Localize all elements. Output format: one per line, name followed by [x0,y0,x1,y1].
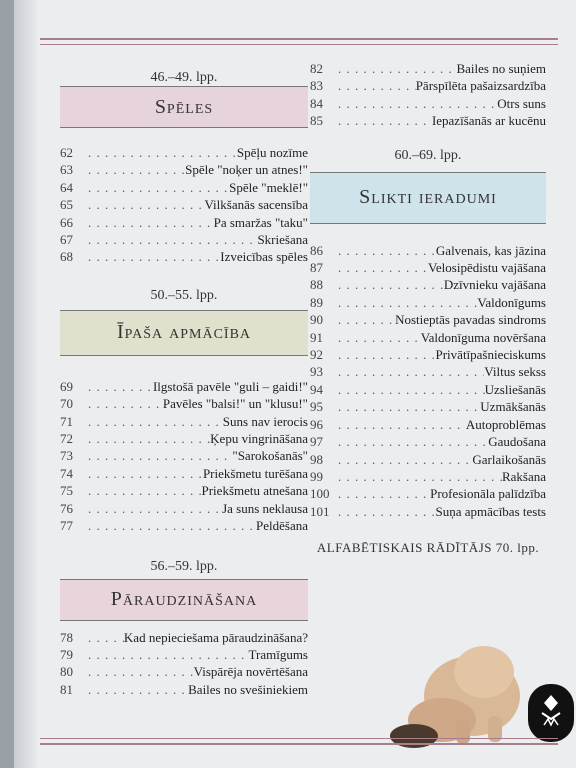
watermark-logo [528,684,574,742]
entry-number: 91 [310,329,323,345]
toc-entry [60,465,308,482]
entry-number: 71 [60,413,73,429]
section-slikti [310,148,546,521]
entry-number: 82 [310,61,323,76]
toc-entry [60,196,308,213]
entry-title: Spēle "meklē!" [229,179,308,195]
entry-title: Privātīpašnieciskums [435,347,546,363]
entry-title: Bailes no svešiniekiem [188,681,308,697]
entry-title: Profesionāla palīdzība [430,486,546,502]
toc-entry [310,398,546,415]
dot-leader [88,465,203,482]
entry-number: 101 [310,503,330,519]
entry-number: 84 [310,95,323,111]
entry-title: Ja suns neklausa [222,500,308,516]
toc-list [60,378,308,535]
toc-list [310,242,546,521]
dot-leader [338,503,436,520]
section-title-band [60,86,308,128]
toc-entry [310,329,546,346]
entry-number: 96 [310,416,323,432]
toc-entry [310,112,546,129]
section-title-band [60,579,308,621]
toc-entry [310,381,546,398]
section-title: Slikti ieradumi [359,186,497,209]
toc-entry [60,179,308,196]
toc-entry [310,451,546,468]
section-title: Pāraudzināšana [110,588,258,610]
dot-leader [88,179,229,196]
entry-title: Galvenais, kas jāzina [435,242,546,258]
entry-number: 98 [310,451,323,467]
entry-title: Viltus sekss [484,364,546,380]
toc-entry [60,430,308,447]
toc-entry [60,681,308,698]
dot-leader [88,214,214,231]
entry-title: Izveicības spēles [220,249,308,265]
dot-leader [338,363,484,380]
entry-number: 78 [60,629,73,645]
section-title-band [310,172,546,224]
toc-entry [310,468,546,485]
dot-leader [338,485,430,502]
toc-entry [310,485,546,502]
entry-title: Rakšana [501,468,546,484]
entry-title: Uzmākšanās [480,399,546,415]
alphabetical-index-reference: ALFABĒTISKAIS RĀDĪTĀJS 70. lpp. [316,540,540,556]
entry-number: 99 [310,468,323,484]
toc-entry [310,259,546,276]
toc-entry [310,363,546,380]
dot-leader [338,95,497,112]
toc-entry [60,663,308,680]
dot-leader [338,77,416,94]
entry-number: 65 [60,197,73,213]
entry-number: 67 [60,232,73,248]
entry-title: Autoproblēmas [465,416,546,432]
entry-number: 83 [310,78,323,94]
entry-title: Spēļu nozīme [236,145,308,160]
dot-leader [338,451,472,468]
toc-entry [60,482,308,499]
dot-leader [338,259,428,276]
toc-entry [310,503,546,520]
toc-entry [310,77,546,94]
dot-leader [88,248,220,265]
toc-entry [60,161,308,178]
entry-title: Nostieptās pavadas sindroms [395,312,546,328]
entry-title: Priekšmetu atnešana [201,483,308,499]
entry-title: Bailes no suņiem [456,61,546,76]
toc-entry [60,447,308,464]
toc-entry [60,629,308,646]
dot-leader [88,482,202,499]
entry-title: Dzīvnieku vajāšana [443,277,546,293]
entry-number: 81 [60,681,73,697]
dot-leader [88,517,256,534]
toc-list [60,144,308,266]
entry-title: "Sarokošanās" [232,448,308,464]
entry-number: 93 [310,364,323,380]
toc-entry [310,242,546,259]
toc-entry [60,517,308,534]
entry-number: 69 [60,378,73,394]
dot-leader [338,329,421,346]
toc-entry [60,413,308,430]
toc-entry [310,433,546,450]
entry-number: 87 [310,260,323,276]
dot-leader [338,294,477,311]
entry-number: 97 [310,434,323,450]
toc-list [60,629,308,699]
dot-leader [338,242,436,259]
dot-leader [338,311,395,328]
entry-title: Valdonīgums [477,294,546,310]
dot-leader [88,430,210,447]
entry-title: Skriešana [257,232,308,248]
entry-title: Ķepu vingrināšana [210,431,308,447]
entry-number: 88 [310,277,323,293]
entry-number: 94 [310,381,323,397]
dot-leader [88,500,222,517]
toc-entry [310,416,546,433]
dot-leader [88,413,223,430]
section-title: Spēles [154,95,214,118]
toc-entry [310,276,546,293]
entry-title: Suns nav ierocis [222,413,308,429]
entry-number: 74 [60,465,73,481]
toc-entry [60,214,308,231]
entry-title: Gaudošana [488,434,546,450]
entry-number: 72 [60,431,73,447]
top-rule [40,38,558,45]
dot-leader [88,231,257,248]
dot-leader [338,381,485,398]
dot-leader [88,378,153,395]
toc-entry [310,95,546,112]
toc-entry [60,248,308,265]
dot-leader [338,433,488,450]
toc-entry [60,378,308,395]
toc-entry [310,294,546,311]
section-speles [60,70,308,266]
dot-leader [88,447,232,464]
dot-leader [88,629,124,646]
entry-title: Suņa apmācības tests [435,503,546,519]
entry-title: Uzsliešanās [484,381,546,397]
section-ipasa [60,288,308,535]
entry-number: 63 [60,162,73,178]
dot-leader [88,196,204,213]
bottom-rule [40,738,558,745]
entry-title: Kad nepieciešama pāraudzināšana? [123,629,308,645]
entry-title: Priekšmetu turēšana [202,465,308,481]
section-range: 46.–49. lpp. [150,70,218,85]
entry-number: 66 [60,214,73,230]
dot-leader [338,398,480,415]
section-range: 56.–59. lpp. [150,558,218,574]
toc-entry [60,395,308,412]
dot-leader [338,346,436,363]
entry-number: 89 [310,294,323,310]
entry-number: 85 [310,113,323,129]
entry-number: 86 [310,242,323,258]
toc-entry [310,60,546,77]
entry-number: 95 [310,399,323,415]
entry-number: 80 [60,664,73,680]
dot-leader [338,276,444,293]
dot-leader [88,161,185,178]
entry-number: 64 [60,179,73,195]
entry-number: 100 [310,486,330,502]
entry-number: 90 [310,312,323,328]
entry-title: Garlaikošanās [472,451,546,467]
toc-entry [60,646,308,663]
entry-title: Valdonīguma novēršana [420,329,546,345]
toc-entry [310,311,546,328]
entry-title: Tramīgums [248,646,308,662]
entry-title: Pa smaržas "taku" [213,214,308,230]
page-binding [14,0,40,768]
dot-leader [88,681,188,698]
dot-leader [338,112,432,129]
toc-entry [60,231,308,248]
dot-leader [88,646,249,663]
entry-title: Pavēles "balsi!" un "klusu!" [162,396,308,412]
entry-title: Pārspīlēta pašaizsardzība [415,78,546,94]
dot-leader [338,416,466,433]
entry-number: 62 [60,145,73,160]
section-title-band [60,310,308,356]
entry-title: Peldēšana [256,518,308,534]
toc-entry [60,144,308,161]
toc-entry [60,500,308,517]
entry-number: 92 [310,347,323,363]
entry-title: Vispārēja novērtēšana [193,664,308,680]
section-title: Īpaša apmācība [116,321,252,344]
dot-leader [338,468,502,485]
entry-title: Iepazīšanās ar kucēnu [431,113,546,129]
entry-title: Otrs suns [497,95,546,111]
dot-leader [338,60,456,77]
entry-title: Spēle "noķer un atnes!" [185,162,308,178]
dot-leader [88,395,163,412]
entry-number: 75 [60,483,73,499]
section-range: 60.–69. lpp. [394,147,462,163]
section-paraudzinasana [60,559,308,699]
dot-leader [88,663,194,680]
section-range: 50.–55. lpp. [150,287,218,303]
entry-number: 79 [60,646,73,662]
entry-number: 68 [60,249,73,265]
entry-title: Velosipēdistu vajāšana [427,260,546,276]
entry-title: Vilkšanās sacensība [204,197,308,213]
entry-title: Ilgstošā pavēle "guli – gaidi!" [152,378,308,394]
toc-entry [310,346,546,363]
entry-number: 70 [60,396,73,412]
dot-leader [88,144,237,161]
left-column [60,70,308,698]
watermark-icon [538,693,564,733]
book-page [14,0,576,768]
entry-number: 77 [60,518,73,534]
right-column [310,60,546,556]
toc-list [310,60,546,130]
entry-number: 76 [60,500,73,516]
entry-number: 73 [60,448,73,464]
puppy-illustration [384,620,524,750]
